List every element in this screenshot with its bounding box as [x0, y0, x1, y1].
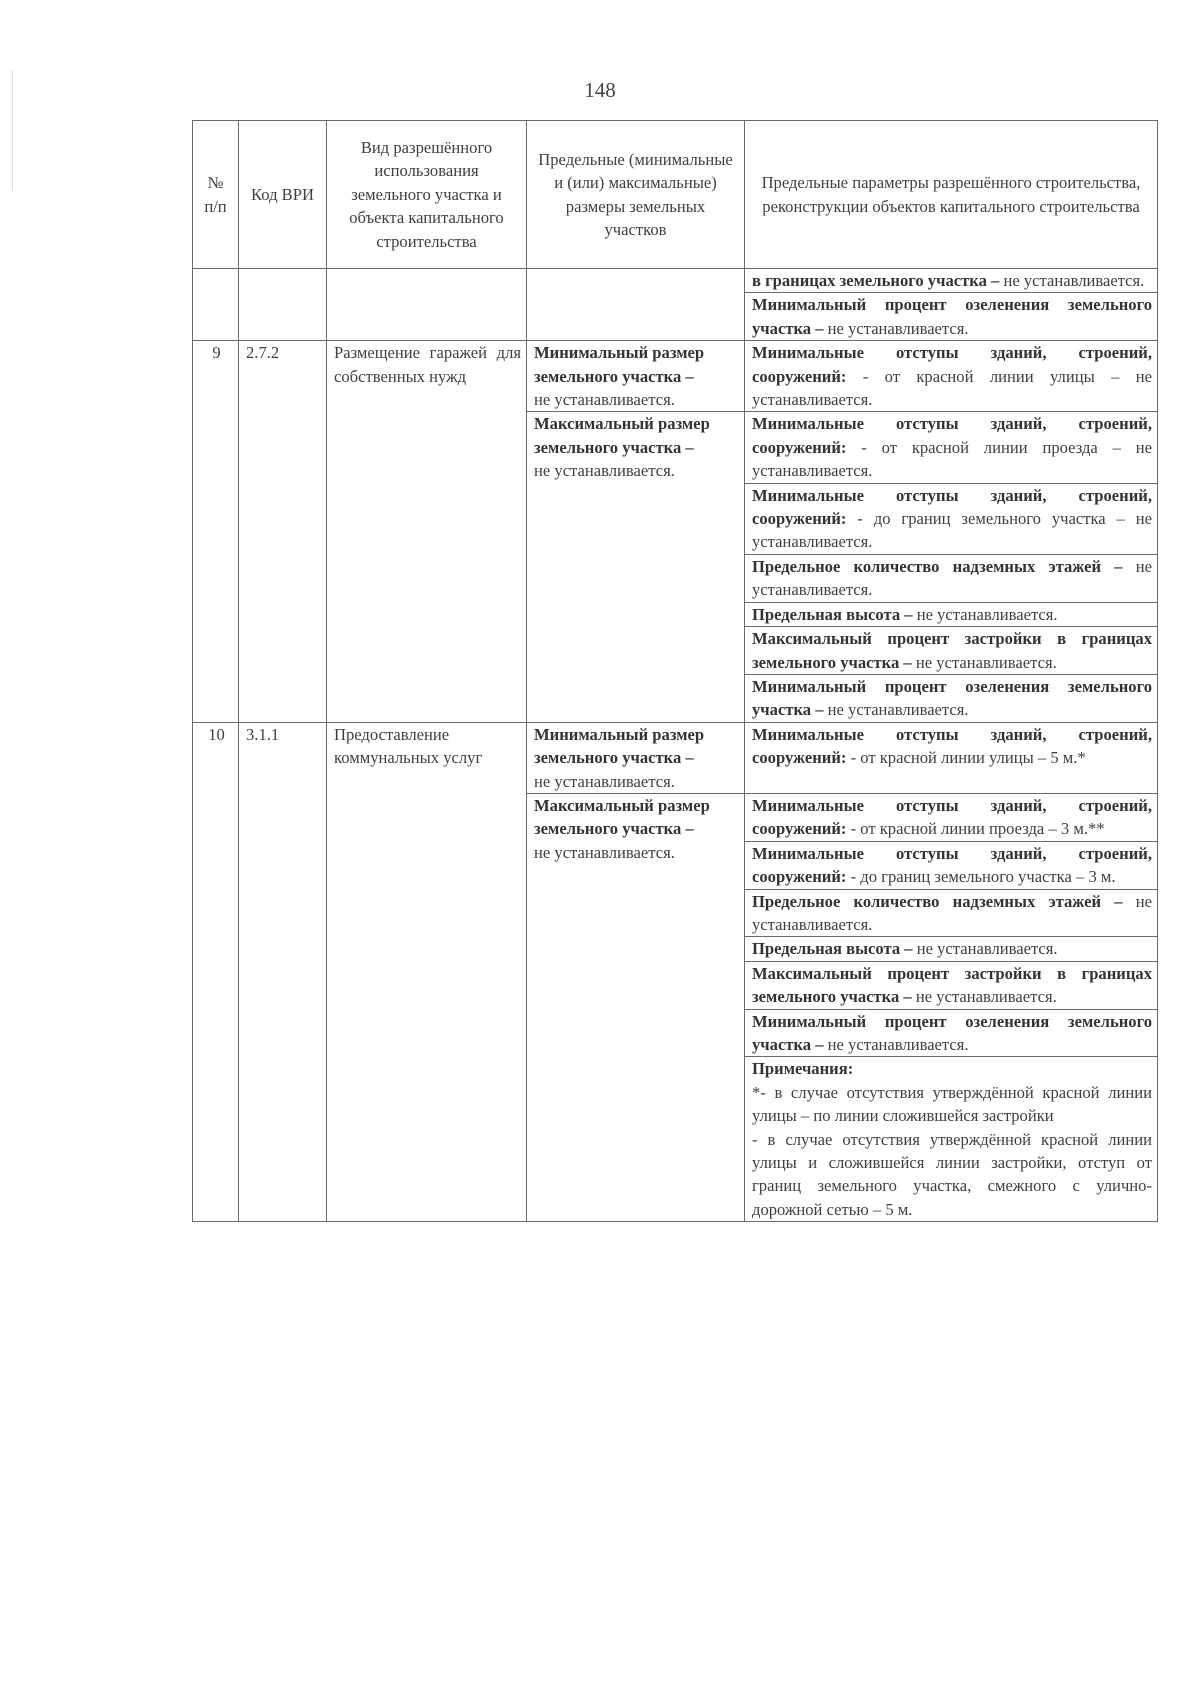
size-min-value: не устанавливается. [534, 771, 675, 791]
size-min-value: не устанавливается. [534, 390, 675, 410]
continuation-param-label: в границах земельного участка – [752, 271, 1000, 290]
size-max-label: Максимальный размер земельного участка – [534, 414, 710, 457]
size-max [527, 412, 745, 722]
param-cell-label: Максимальный процент застройки в границах земельного участка – [752, 629, 1152, 672]
table-row [193, 722, 1158, 793]
param-cell-value: - от красной линии проезда – не устанавливается. [752, 437, 1152, 481]
notes-item: *- в случае отсутствия утверждённой красной линии улицы – по линии сложившейся застройки [752, 1082, 1152, 1126]
param-cell [745, 412, 1158, 483]
continuation-empty-size [527, 269, 745, 341]
size-max-label: Максимальный размер земельного участка – [534, 795, 710, 839]
size-max-value: не устанавливается. [534, 842, 675, 862]
zoning-parameters-table [192, 120, 1158, 1222]
table-body [193, 269, 1158, 1222]
param-cell-value: не устанавливается. [752, 556, 1152, 600]
continuation-empty-type [327, 269, 527, 341]
param-cell [745, 1009, 1158, 1057]
size-max [527, 793, 745, 1221]
param-cell [745, 937, 1158, 961]
page-number: 148 [584, 78, 616, 102]
param-cell-label: Минимальные отступы зданий, строений, сооружений: [752, 843, 1152, 887]
size-min [527, 722, 745, 793]
param-cell-label: Минимальные отступы зданий, строений, сооружений: [752, 485, 1152, 529]
param-cell [745, 674, 1158, 722]
param-cell [745, 722, 1158, 793]
param-cell-label: Предельное количество надземных этажей – [752, 556, 1123, 576]
param-cell-value: - до границ земельного участка – не устанавливается. [752, 509, 1152, 552]
param-cell-label: Минимальный процент озеленения земельного участка – [752, 1011, 1152, 1054]
param-cell-label: Минимальные отступы зданий, строений, сооружений: [752, 343, 1152, 386]
continuation-param-value: не устанавливается. [823, 318, 969, 338]
header-code: Код ВРИ [239, 121, 327, 269]
param-cell-value: - от красной линии улицы – не устанавливается. [752, 366, 1152, 410]
param-cell-value: не устанавливается. [752, 891, 1152, 934]
size-min-label: Минимальный размер земельного участка – [534, 343, 705, 386]
continuation-empty-no [193, 269, 239, 341]
param-cell-label: Предельное количество надземных этажей – [752, 891, 1123, 911]
notes-cell [745, 1057, 1158, 1222]
header-type: Вид разрешённого использования земельного участка и объекта капитального строительства [327, 121, 527, 269]
header-params: Предельные параметры разрешённого строительства, реконструкции объектов капитального строительства [745, 121, 1158, 269]
continuation-param-label: Минимальный процент озеленения земельного участка – [752, 295, 1152, 338]
param-cell [745, 889, 1158, 937]
param-cell-value: не устанавливается. [912, 939, 1058, 959]
row-use-type: Размещение гаражей для собственных нужд [327, 341, 527, 723]
row-code: 3.1.1 [239, 722, 327, 1222]
param-cell-value: - от красной линии проезда – 3 м.** [846, 819, 1105, 839]
param-cell-label: Минимальные отступы зданий, строений, сооружений: [752, 795, 1152, 839]
param-cell-label: Максимальный процент застройки в границах земельного участка – [752, 963, 1152, 1007]
param-cell-value: не устанавливается. [911, 652, 1057, 672]
header-size: Предельные (минимальные и (или) максимальные) размеры земельных участков [527, 121, 745, 269]
table-row [193, 269, 1158, 293]
param-cell [745, 341, 1158, 412]
param-cell-label: Предельная высота – [752, 939, 913, 959]
continuation-empty-code [239, 269, 327, 341]
row-use-type: Предоставление коммунальных услуг [327, 722, 527, 1222]
notes-item: - в случае отсутствия утверждённой красной линии улицы и сложившейся линии застройки, отступ от границ земельного участка, смежного с улично-дорожной сетью – 5 м. [752, 1129, 1152, 1219]
param-cell [745, 961, 1158, 1009]
param-cell [745, 841, 1158, 889]
continuation-param [745, 269, 1158, 293]
continuation-param [745, 293, 1158, 341]
size-min [527, 341, 745, 412]
param-cell-label: Минимальные отступы зданий, строений, сооружений: [752, 414, 1152, 457]
param-cell-value: не устанавливается. [823, 1035, 969, 1054]
param-cell [745, 627, 1158, 675]
row-number: 9 [193, 341, 239, 723]
continuation-param-value: не устанавливается. [999, 271, 1145, 290]
size-max-value: не устанавливается. [534, 461, 675, 481]
param-cell-label: Минимальные отступы зданий, строений, сооружений: [752, 724, 1152, 768]
param-cell [745, 793, 1158, 841]
header-no: № п/п [193, 121, 239, 269]
param-cell-value: - от красной линии улицы – 5 м.* [846, 748, 1086, 768]
table-header [193, 121, 1158, 269]
row-number: 10 [193, 722, 239, 1222]
param-cell-value: не устанавливается. [823, 700, 969, 720]
table-row [193, 341, 1158, 412]
param-cell [745, 554, 1158, 602]
size-min-label: Минимальный размер земельного участка – [534, 724, 705, 768]
notes-title: Примечания: [752, 1059, 854, 1079]
row-code: 2.7.2 [239, 341, 327, 723]
param-cell-label: Предельная высота – [752, 604, 913, 624]
param-cell [745, 483, 1158, 554]
param-cell-value: - до границ земельного участка – 3 м. [846, 867, 1116, 887]
param-cell-value: не устанавливается. [911, 987, 1057, 1007]
param-cell-label: Минимальный процент озеленения земельного участка – [752, 676, 1152, 720]
param-cell-value: не устанавливается. [912, 604, 1058, 624]
param-cell [745, 602, 1158, 626]
